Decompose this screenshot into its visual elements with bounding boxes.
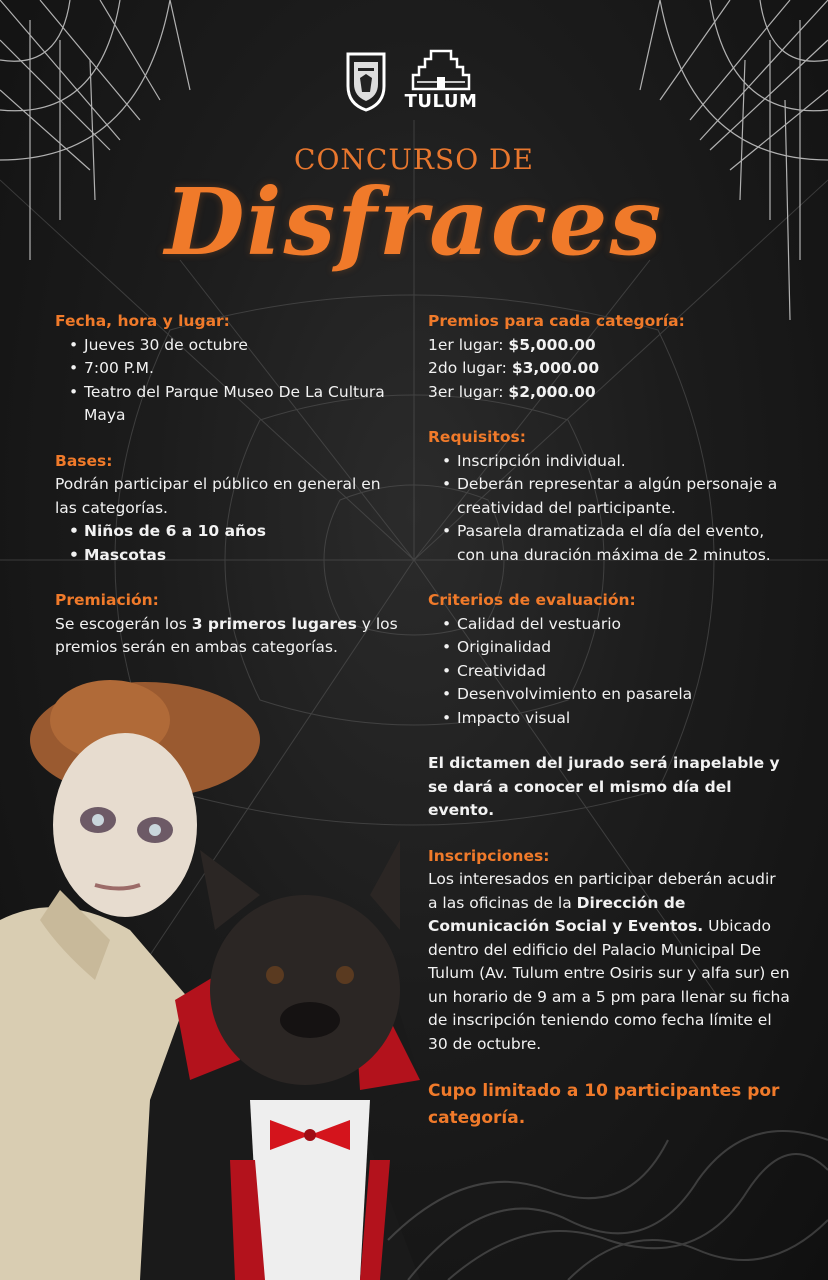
section-premiacion <box>55 589 405 660</box>
tulum-logo <box>404 49 478 112</box>
criterio-item: • Desenvolvimiento en pasarela <box>442 683 790 707</box>
requisito-item: • Deberán representar a algún personaje a creatividad del participante. <box>442 473 790 520</box>
prize-value: $2,000.00 <box>508 382 596 401</box>
requisitos-list <box>428 450 790 568</box>
section-criterios <box>428 589 790 730</box>
prize-value: $3,000.00 <box>511 359 600 377</box>
premiacion-heading: Premiación: <box>55 591 159 609</box>
criterio-item: • Calidad del vestuario <box>442 613 790 637</box>
inscripciones-text-start: Los interesados en participar deberán acudir a las oficinas de la <box>428 870 776 912</box>
fecha-item: • Jueves 30 de octubre <box>69 334 405 358</box>
criterio-item: • Impacto visual <box>442 707 790 731</box>
inscripciones-office: Dirección de Comunicación Social y Eventos. <box>428 893 704 935</box>
inscripciones-text-end: Ubicado dentro del edificio del Palacio Municipal De Tulum (Av. Tulum entre Osiris sur y alfa sur) en un horario de 9 am a 5 pm para llenar su ficha de inscripción teniendo como fecha límite el 30 de octubre. <box>428 917 790 1053</box>
title-main: Disfraces <box>164 168 664 276</box>
pyramid-icon <box>409 49 473 91</box>
requisitos-heading: Requisitos: <box>428 428 526 446</box>
requisito-item: • Inscripción individual. <box>442 450 790 474</box>
criterios-list <box>428 613 790 731</box>
municipal-shield-icon <box>344 48 388 112</box>
premiacion-text-bold: 3 primeros lugares <box>191 614 357 633</box>
tulum-logo-text: TULUM <box>404 91 478 112</box>
premiacion-text-start: Se escogerán los <box>55 614 192 633</box>
premiacion-text <box>55 613 405 660</box>
hora-item: • 7:00 P.M. <box>69 357 405 381</box>
fecha-list <box>55 334 405 428</box>
section-inscripciones <box>428 845 790 1057</box>
inscripciones-text <box>428 868 790 1056</box>
bases-list <box>55 520 405 567</box>
inscripciones-heading: Inscripciones: <box>428 846 550 865</box>
prize-row <box>428 357 790 381</box>
cupo-text: Cupo limitado a 10 participantes por categoría. <box>428 1081 780 1128</box>
bases-text: Podrán participar el público en general en las categorías. <box>55 475 381 517</box>
dictamen-text: El dictamen del jurado será inapelable y se dará a conocer el mismo día del evento. <box>428 754 780 819</box>
logos <box>344 48 478 112</box>
section-premios <box>428 310 790 404</box>
prize-label: 1er lugar: <box>428 335 509 354</box>
prize-label: 3er lugar: <box>428 382 509 401</box>
fecha-heading: Fecha, hora y lugar: <box>55 312 230 330</box>
premios-heading: Premios para cada categoría: <box>428 312 685 330</box>
prize-value: $5,000.00 <box>508 335 596 354</box>
title-top: CONCURSO DE <box>294 143 534 176</box>
requisito-item: • Pasarela dramatizada el día del evento, con una duración máxima de 2 minutos. <box>442 520 790 567</box>
prize-row <box>428 334 790 358</box>
lugar-item: • Teatro del Parque Museo De La Cultura Maya <box>69 381 405 428</box>
bases-heading: Bases: <box>55 451 113 470</box>
premiacion-text-end: y los premios serán en ambas categorías. <box>55 614 398 656</box>
section-bases <box>55 450 405 568</box>
prize-row <box>428 381 790 405</box>
criterios-heading: Criterios de evaluación: <box>428 591 636 609</box>
prize-label: 2do lugar: <box>428 359 512 377</box>
right-column <box>428 310 790 1132</box>
criterio-item: • Creatividad <box>442 660 790 684</box>
section-requisitos <box>428 426 790 567</box>
category-item: • Niños de 6 a 10 años <box>69 520 405 544</box>
left-column <box>55 310 405 682</box>
criterio-item: • Originalidad <box>442 636 790 660</box>
category-item: • Mascotas <box>69 544 405 568</box>
section-fecha <box>55 310 405 428</box>
